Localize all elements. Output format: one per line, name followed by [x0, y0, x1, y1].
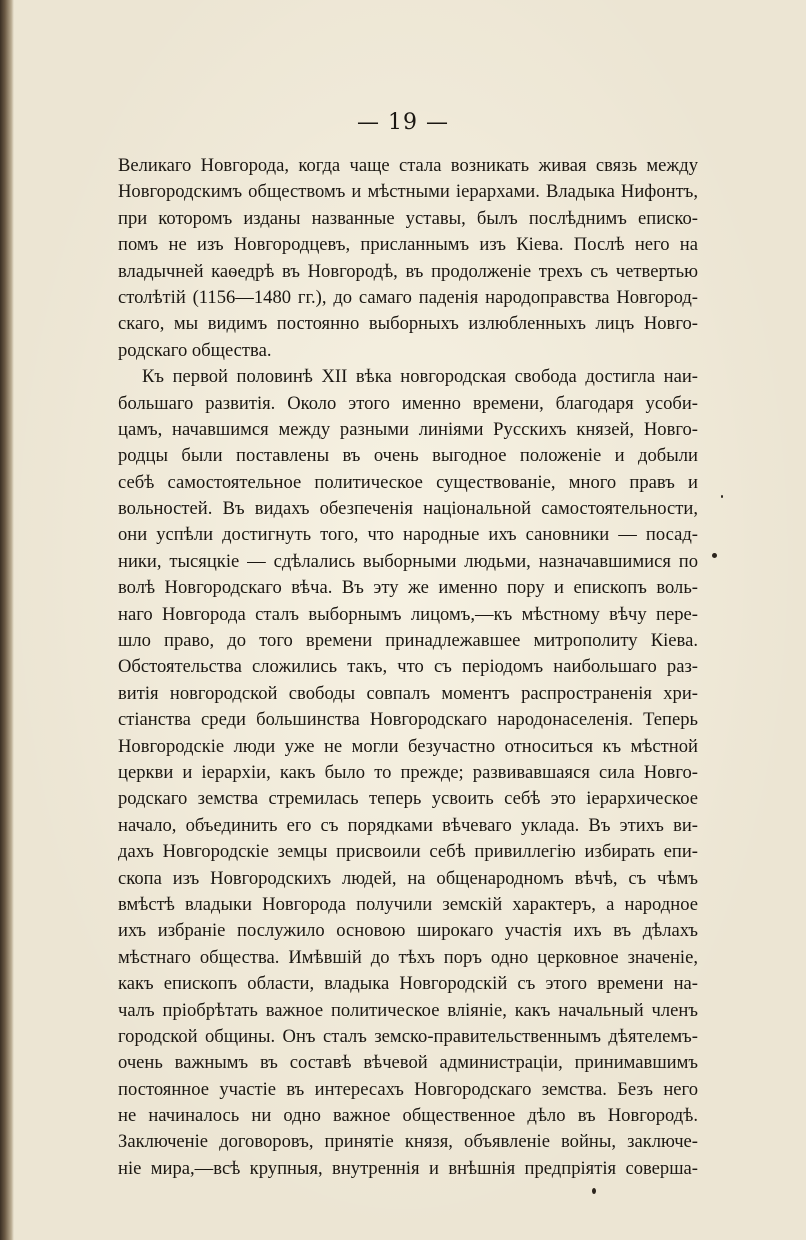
text-line: Новгородскіе люди уже не могли безучастно относиться къ мѣстной	[118, 735, 698, 757]
body-text	[118, 153, 698, 1182]
text-line: себѣ самостоятельное политическое существованіе, много правъ и	[118, 471, 698, 493]
text-line: при которомъ изданы названные уставы, былъ послѣднимъ еписко-	[118, 207, 698, 229]
text-line: Къ первой половинѣ XII вѣка новгородская свобода достигла наи-	[142, 366, 698, 388]
text-line: ники, тысяцкіе — сдѣлались выборными людьми, назначавшимися по	[118, 550, 698, 572]
text-line: родскаго земства стремилась теперь усвоить себѣ это іерархическое	[118, 788, 698, 810]
page-binding-edge	[0, 0, 14, 1240]
page-number: — 19 —	[357, 110, 449, 135]
text-line: владычней каѳедрѣ въ Новгородѣ, въ продолженіе трехъ съ четвертью	[118, 260, 698, 282]
text-line: столѣтій (1156—1480 гг.), до самаго паденія народоправства Новгород-	[118, 286, 698, 308]
text-line: очень важнымъ въ составѣ вѣчевой администраціи, принимавшимъ	[118, 1052, 698, 1074]
text-line: волѣ Новгородскаго вѣча. Въ эту же именно пору и епископъ воль-	[118, 577, 698, 599]
ink-speck	[712, 553, 717, 558]
text-line: витія новгородской свободы совпалъ моментъ распространенія хри-	[118, 682, 698, 704]
text-line: чалъ пріобрѣтать важное политическое вліяніе, какъ начальный членъ	[118, 999, 698, 1021]
text-line: Обстоятельства сложились такъ, что съ періодомъ наибольшаго раз-	[118, 656, 698, 678]
text-line: городской общины. Онъ сталъ земско-правительственнымъ дѣятелемъ-	[118, 1025, 698, 1047]
text-line: большаго развитія. Около этого именно времени, благодаря усоби-	[118, 392, 698, 414]
text-line: они успѣли достигнуть того, что народные ихъ сановники — посад-	[118, 524, 698, 546]
text-line: постоянное участіе въ интересахъ Новгородскаго земства. Безъ него	[118, 1078, 698, 1100]
text-line: мѣстнаго общества. Имѣвшій до тѣхъ поръ одно церковное значеніе,	[118, 946, 698, 968]
text-line: скаго, мы видимъ постоянно выборныхъ излюбленныхъ лицъ Новго-	[118, 313, 698, 335]
text-line: Заключеніе договоровъ, принятіе князя, объявленіе войны, заключе-	[118, 1131, 698, 1153]
text-line: церкви и іерархіи, какъ было то прежде; развивавшаяся сила Новго-	[118, 761, 698, 783]
text-line: стіанства среди большинства Новгородскаго народонаселенія. Теперь	[118, 709, 698, 731]
text-line: ихъ избраніе послужило основою широкаго участія ихъ въ дѣлахъ	[118, 920, 698, 942]
text-line: скопа изъ Новгородскихъ людей, на общенародномъ вѣчѣ, съ чѣмъ	[118, 867, 698, 889]
text-line: Новгородскимъ обществомъ и мѣстными іерархами. Владыка Нифонтъ,	[118, 181, 698, 203]
text-line: не начиналось ни одно важное общественное дѣло въ Новгородѣ.	[118, 1105, 698, 1127]
text-line: цамъ, начавшимся между разными линіями Русскихъ князей, Новго-	[118, 418, 698, 440]
text-line: наго Новгорода сталъ выборнымъ лицомъ,—къ мѣстному вѣчу пере-	[118, 603, 698, 625]
text-line: шло право, до того времени принадлежавшее митрополиту Кіева.	[118, 630, 698, 652]
text-line: начало, объединить его съ порядками вѣчеваго уклада. Въ этихъ ви-	[118, 814, 698, 836]
ink-speck	[721, 495, 723, 498]
text-line: какъ епископъ области, владыка Новгородскій съ этого времени на-	[118, 973, 698, 995]
text-line: вольностей. Въ видахъ обезпеченія національной самостоятельности,	[118, 498, 698, 520]
text-line: Великаго Новгорода, когда чаще стала возникать живая связь между	[118, 155, 698, 176]
text-line: родцы были поставлены въ очень выгодное положеніе и добыли	[118, 445, 698, 467]
text-line: помъ не изъ Новгородцевъ, присланнымъ изъ Кіева. Послѣ него на	[118, 234, 698, 256]
text-line: родскаго общества.	[118, 339, 272, 361]
text-line: вмѣстѣ владыки Новгорода получили земскій характеръ, а народное	[118, 893, 698, 915]
text-line: ніе мира,—всѣ крупныя, внутреннія и внѣшнія предпріятія соверша-	[118, 1157, 698, 1179]
text-line: дахъ Новгородскіе земцы присвоили себѣ привиллегію избирать епи-	[118, 841, 698, 863]
ink-speck	[592, 1188, 596, 1194]
